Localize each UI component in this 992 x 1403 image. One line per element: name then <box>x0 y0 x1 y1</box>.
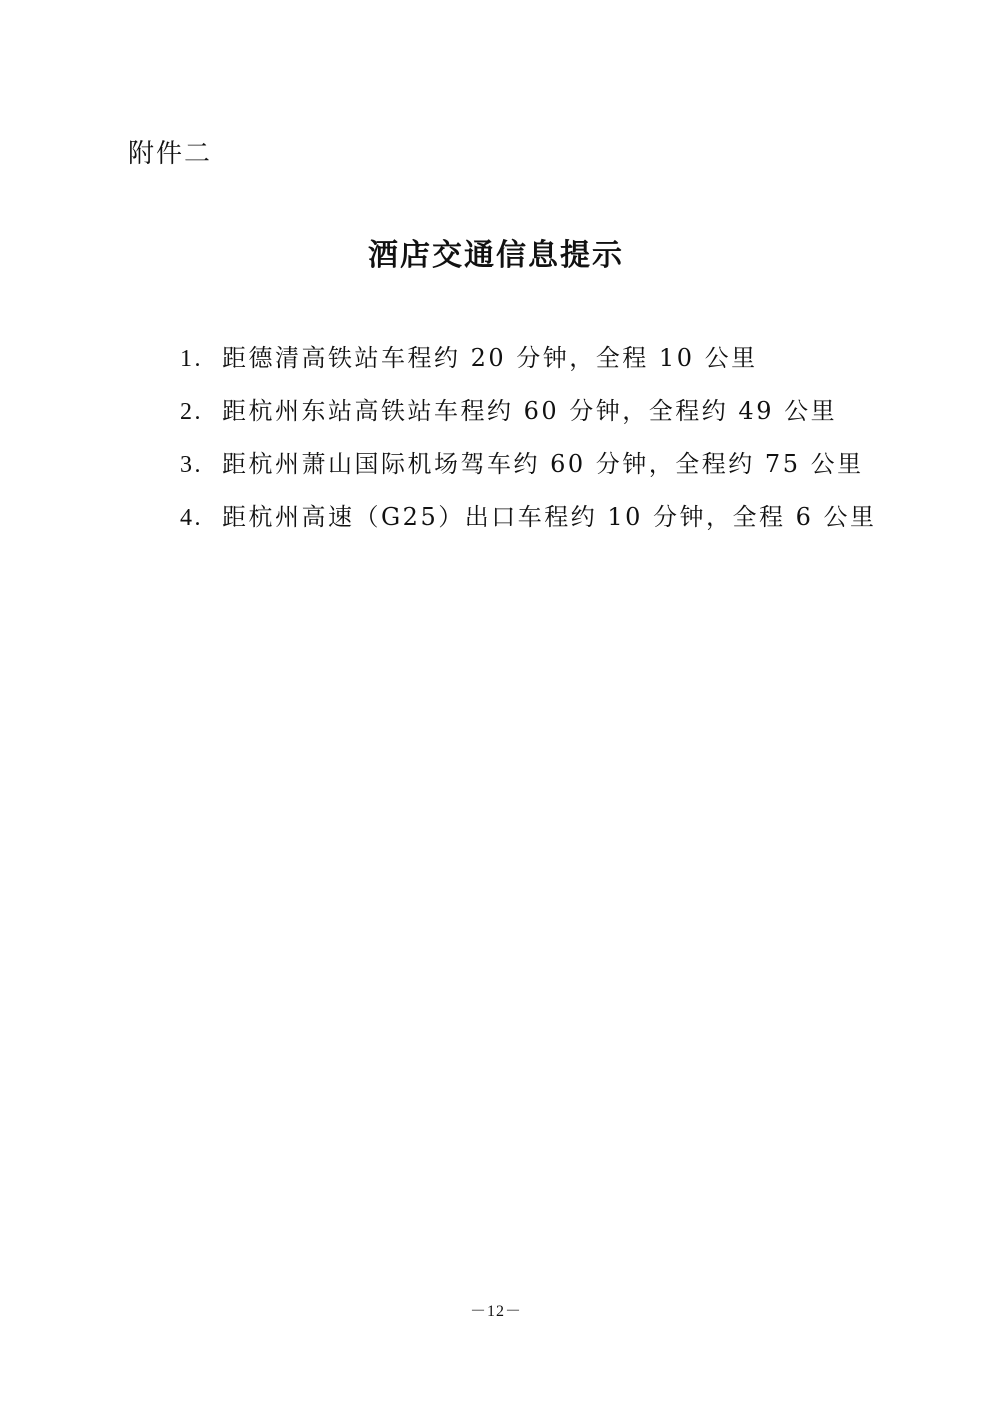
document-title: 酒店交通信息提示 <box>368 238 624 273</box>
list-item-text: 距杭州萧山国际机场驾车约 60 分钟，全程约 75 公里 <box>222 450 864 478</box>
transport-info-list <box>180 340 880 552</box>
list-item <box>180 393 880 446</box>
attachment-label: 附件二 <box>128 139 213 169</box>
list-item-text: 距杭州高速（G25）出口车程约 10 分钟，全程 6 公里 <box>222 503 877 531</box>
list-item-text: 距杭州东站高铁站车程约 60 分钟，全程约 49 公里 <box>222 397 838 425</box>
list-item-text: 距德清高铁站车程约 20 分钟，全程 10 公里 <box>222 344 758 372</box>
list-item-number: 1. <box>180 346 203 372</box>
list-item <box>180 499 880 552</box>
list-item-number: 4. <box>180 505 203 531</box>
page-number: －12－ <box>469 1303 522 1320</box>
list-item <box>180 446 880 499</box>
list-item-number: 3. <box>180 452 203 478</box>
list-item-number: 2. <box>180 399 203 425</box>
list-item <box>180 340 880 393</box>
